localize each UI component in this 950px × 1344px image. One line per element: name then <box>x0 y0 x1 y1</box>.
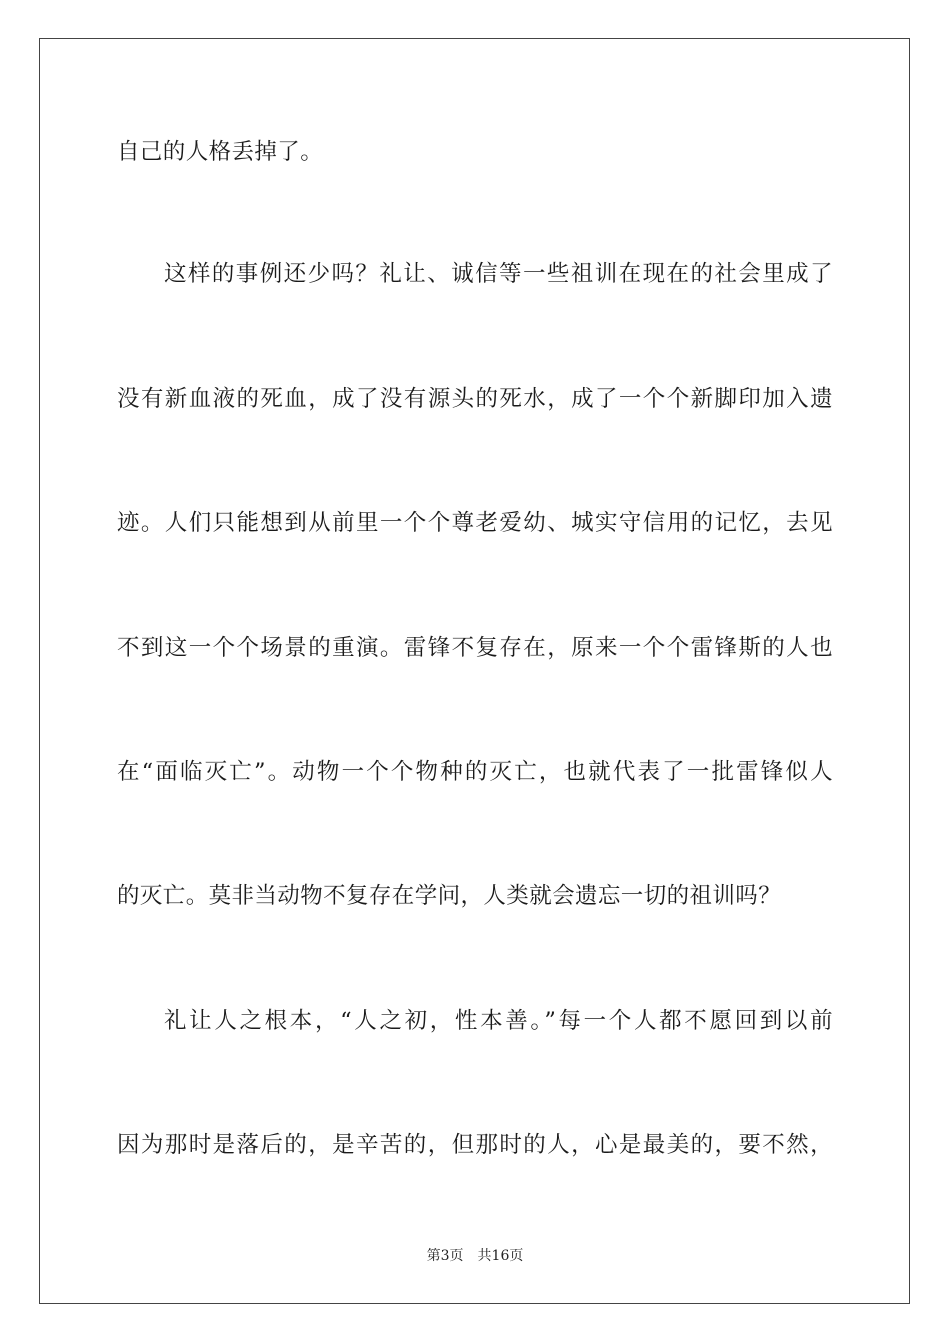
body-text-line: 在“面临灭亡”。动物一个个物种的灭亡，也就代表了一批雷锋似人 <box>117 759 833 785</box>
body-text-line: 迹。人们只能想到从前里一个个尊老爱幼、城实守信用的记忆，去见 <box>117 510 833 536</box>
body-text-line: 的灭亡。莫非当动物不复存在学问，人类就会遗忘一切的祖训吗？ <box>117 883 782 909</box>
body-text-line: 不到这一个个场景的重演。雷锋不复存在，原来一个个雷锋斯的人也 <box>117 635 833 661</box>
body-text-line: 这样的事例还少吗？礼让、诚信等一些祖训在现在的社会里成了 <box>164 261 833 287</box>
page-footer <box>0 1247 950 1265</box>
body-text-line: 自己的人格丢掉了。 <box>117 139 324 165</box>
body-text-line: 因为那时是落后的，是辛苦的，但那时的人，心是最美的，要不然， <box>117 1132 833 1158</box>
body-text-line: 礼让人之根本，“人之初，性本善。”每一个人都不愿回到以前 <box>164 1008 833 1034</box>
body-text-line: 没有新血液的死血，成了没有源头的死水，成了一个个新脚印加入遗 <box>117 386 833 412</box>
page-total: 共16页 <box>477 1248 524 1264</box>
page-number: 第3页 <box>426 1248 464 1264</box>
page-border <box>39 38 910 1304</box>
